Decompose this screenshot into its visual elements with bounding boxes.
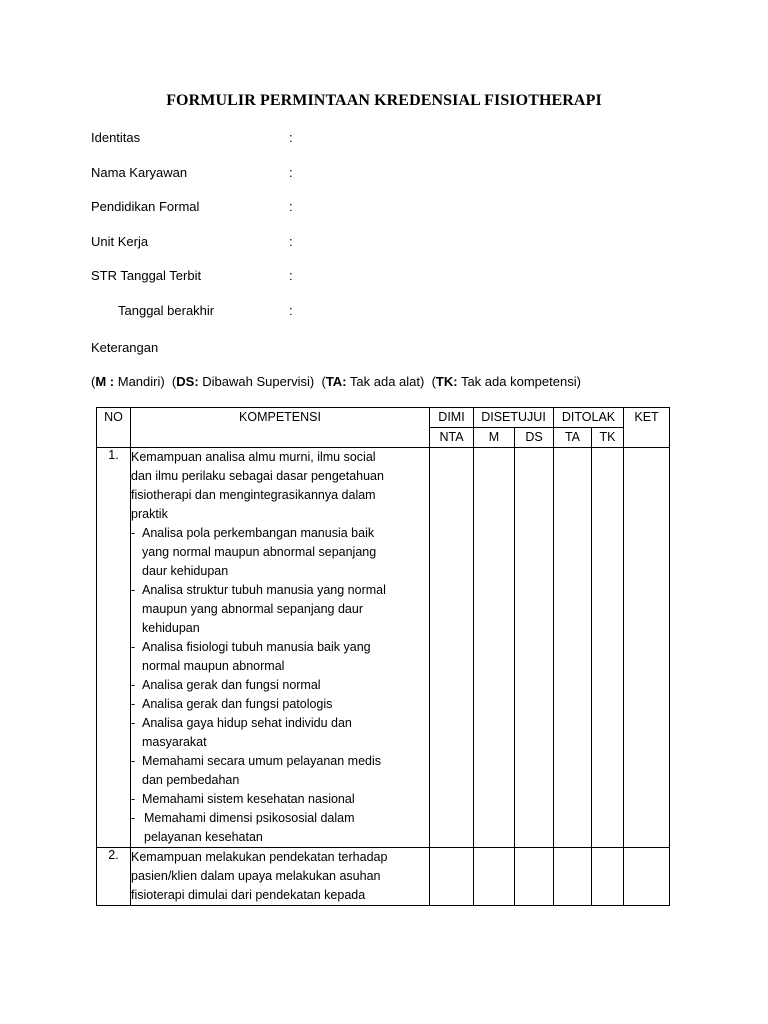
field-label: Tanggal berakhir <box>118 302 215 318</box>
competency-description <box>131 848 430 906</box>
cell-diminta[interactable] <box>430 848 474 906</box>
table-row <box>97 448 670 848</box>
competency-intro-line: praktik <box>131 507 168 521</box>
header-ta: TA <box>554 428 592 448</box>
field-str-tanggal-terbit <box>91 268 691 303</box>
header-diminta-1: DIMI <box>430 408 474 428</box>
field-colon: : <box>289 199 293 215</box>
sub-item-line: dan pembedahan <box>142 773 240 787</box>
field-label: Identitas <box>91 130 141 145</box>
cell-m[interactable] <box>474 448 515 848</box>
sub-item-line: yang normal maupun abnormal sepanjang <box>142 545 377 559</box>
competency-sub-item <box>131 638 429 676</box>
legend-text-ds: Dibawah Supervisi) <box>198 374 315 389</box>
competency-intro-line: fisioterapi dimulai dari pendekatan kepada <box>131 888 366 902</box>
bullet-dash: - <box>131 792 136 806</box>
cell-diminta[interactable] <box>430 448 474 848</box>
cell-m[interactable] <box>474 848 515 906</box>
cell-ket[interactable] <box>624 848 670 906</box>
field-tanggal-berakhir <box>91 303 691 338</box>
cell-ds[interactable] <box>515 448 554 848</box>
sub-item-line: masyarakat <box>142 735 207 749</box>
bullet-dash: - <box>131 716 136 730</box>
sub-item-text <box>142 695 429 714</box>
bullet-dash: - <box>131 697 136 711</box>
sub-item-text <box>142 524 429 581</box>
competency-sub-item <box>131 581 429 638</box>
sub-item-line: Analisa gaya hidup sehat individu dan <box>142 716 352 730</box>
competency-table <box>96 407 670 906</box>
competency-intro-line: dan ilmu perilaku sebagai dasar pengetahuan <box>131 469 384 483</box>
header-diminta-2: NTA <box>430 428 474 448</box>
field-colon: : <box>289 233 293 249</box>
sub-item-line: maupun yang abnormal sepanjang daur <box>142 602 363 616</box>
competency-sub-item <box>131 676 429 695</box>
field-label: Pendidikan Formal <box>91 199 200 215</box>
field-pendidikan-formal <box>91 199 691 234</box>
bullet-dash: - <box>131 678 136 692</box>
bullet-dash: - <box>131 526 136 540</box>
competency-sub-item <box>131 752 429 790</box>
sub-item-text <box>142 676 429 695</box>
header-ditolak: DITOLAK <box>554 408 624 428</box>
sub-item-text <box>142 714 429 752</box>
legend-code-ta: TA: <box>325 374 347 389</box>
cell-tk[interactable] <box>592 448 624 848</box>
competency-sub-item <box>131 695 429 714</box>
sub-item-text <box>142 581 429 638</box>
field-label: Unit Kerja <box>91 233 149 249</box>
field-colon: : <box>289 164 293 180</box>
competency-intro-line: Kemampuan analisa almu murni, ilmu social <box>131 450 376 464</box>
sub-item-line: Analisa fisiologi tubuh manusia baik yang <box>142 640 371 654</box>
header-m: M <box>474 428 515 448</box>
competency-intro-line: fisiotherapi dan mengintegrasikannya dalam <box>131 488 376 502</box>
sub-item-line: kehidupan <box>142 621 200 635</box>
sub-item-line: daur kehidupan <box>142 564 229 578</box>
legend-code-m: M : <box>95 374 115 389</box>
row-number: 1. <box>97 448 131 848</box>
header-no: NO <box>97 408 131 448</box>
sub-item-line: Analisa struktur tubuh manusia yang normal <box>142 583 386 597</box>
table-row <box>97 848 670 906</box>
competency-description <box>131 448 430 848</box>
competency-sub-item <box>131 524 429 581</box>
header-ds: DS <box>515 428 554 448</box>
competency-sub-item <box>131 714 429 752</box>
field-label: STR Tanggal Terbit <box>91 268 202 284</box>
cell-ds[interactable] <box>515 848 554 906</box>
field-unit-kerja <box>91 234 691 269</box>
legend-code-tk: TK: <box>435 374 458 389</box>
sub-item-line: pelayanan kesehatan <box>144 830 263 844</box>
sub-item-text <box>142 790 429 809</box>
cell-ket[interactable] <box>624 448 670 848</box>
sub-item-line: Memahami sistem kesehatan nasional <box>142 792 355 806</box>
legend-text-ta: Tak ada alat) <box>346 374 425 389</box>
sub-item-line: Analisa gerak dan fungsi normal <box>142 678 321 692</box>
legend-text-tk: Tak ada kompetensi) <box>457 374 581 389</box>
field-colon: : <box>289 130 293 145</box>
field-identitas <box>91 130 691 165</box>
bullet-dash: - <box>131 583 136 597</box>
cell-ta[interactable] <box>554 448 592 848</box>
cell-tk[interactable] <box>592 848 624 906</box>
bullet-dash: - <box>131 811 136 825</box>
header-ket: KET <box>624 408 670 448</box>
page-title: FORMULIR PERMINTAAN KREDENSIAL FISIOTHERAPI <box>166 92 602 109</box>
sub-item-line: Analisa gerak dan fungsi patologis <box>142 697 333 711</box>
sub-item-text <box>142 752 429 790</box>
sub-item-line: Memahami secara umum pelayanan medis <box>142 754 381 768</box>
header-kompetensi: KOMPETENSI <box>131 408 430 448</box>
field-nama-karyawan <box>91 165 691 200</box>
competency-sub-item <box>131 809 429 847</box>
competency-intro-line: Kemampuan melakukan pendekatan terhadap <box>131 850 388 864</box>
legend: (M : Mandiri) (DS: Dibawah Supervisi) (TA: Tak ada alat) (TK: Tak ada kompetensi) <box>91 374 581 389</box>
legend-code-ds: DS: <box>176 374 199 389</box>
bullet-dash: - <box>131 640 136 654</box>
field-colon: : <box>289 268 293 284</box>
legend-text-m: Mandiri) <box>114 374 165 389</box>
header-tk: TK <box>592 428 624 448</box>
sub-item-text <box>142 809 429 847</box>
sub-item-line: Analisa pola perkembangan manusia baik <box>142 526 375 540</box>
sub-item-line: Memahami dimensi psikososial dalam <box>144 811 355 825</box>
sub-item-line: normal maupun abnormal <box>142 659 285 673</box>
sub-item-text <box>142 638 429 676</box>
identity-fields <box>91 130 691 338</box>
field-label: Nama Karyawan <box>91 164 188 180</box>
keterangan-label: Keterangan <box>91 340 159 355</box>
bullet-dash: - <box>131 754 136 768</box>
row-number: 2. <box>97 848 131 906</box>
field-colon: : <box>289 302 293 318</box>
competency-sub-item <box>131 790 429 809</box>
cell-ta[interactable] <box>554 848 592 906</box>
competency-intro-line: pasien/klien dalam upaya melakukan asuhan <box>131 869 381 883</box>
header-disetujui: DISETUJUI <box>474 408 554 428</box>
